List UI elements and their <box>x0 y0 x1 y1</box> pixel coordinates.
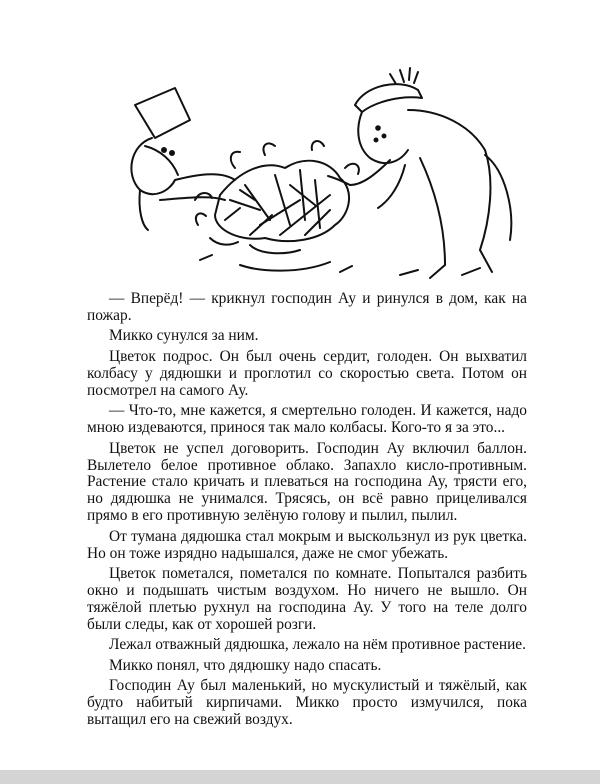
paragraph: — Вперёд! — крикнул господин Ау и ринулся в дом, как на пожар. <box>87 290 527 324</box>
ink-drawing <box>100 50 520 290</box>
paragraph: Цветок не успел договорить. Господин Ау включил баллон. Вылетело белое противное облако. Запахло кисло-противным. Растение стало кричать и плеваться на господина Ау, трясти его, но дядюшка не унимался. Трясясь, он всё равно прицеливался прямо в его противную зелёную голову и пылил, пылил. <box>87 439 527 525</box>
page-footer-band <box>0 770 600 784</box>
paragraph: Лежал отважный дядюшка, лежало на нём противное растение. <box>109 636 526 654</box>
illustration <box>100 50 520 290</box>
paragraph: Цветок подрос. Он был очень сердит, голоден. Он выхватил колбасу у дядюшки и проглотил со скоростью света. Потом он посмотрел на самого Ау. <box>87 347 527 399</box>
story-text <box>87 291 527 733</box>
paragraph: Микко понял, что дядюшку надо спасать. <box>109 656 382 674</box>
paragraph: Цветок пометался, пометался по комнате. Попытался разбить окно и подышать чистым воздухом. Но ничего не вышло. Он тяжёлой плетью рухнул на господина Ау. У того на теле долго были следы, как от хорошей розги. <box>87 565 527 633</box>
paragraph: Микко сунулся за ним. <box>109 327 259 345</box>
paragraph: Господин Ау был маленький, но мускулистый и тяжёлый, как будто набитый кирпичами. Микко просто измучился, пока вытащил его на свежий воздух. <box>87 677 527 729</box>
paragraph: От тумана дядюшка стал мокрым и выскользнул из рук цветка. Но он тоже изрядно надышался, даже не смог убежать. <box>87 527 527 562</box>
paragraph: — Что-то, мне кажется, я смертельно голоден. И кажется, надо мною издеваются, принося так мало колбасы. Кого-то я за это... <box>87 402 527 437</box>
